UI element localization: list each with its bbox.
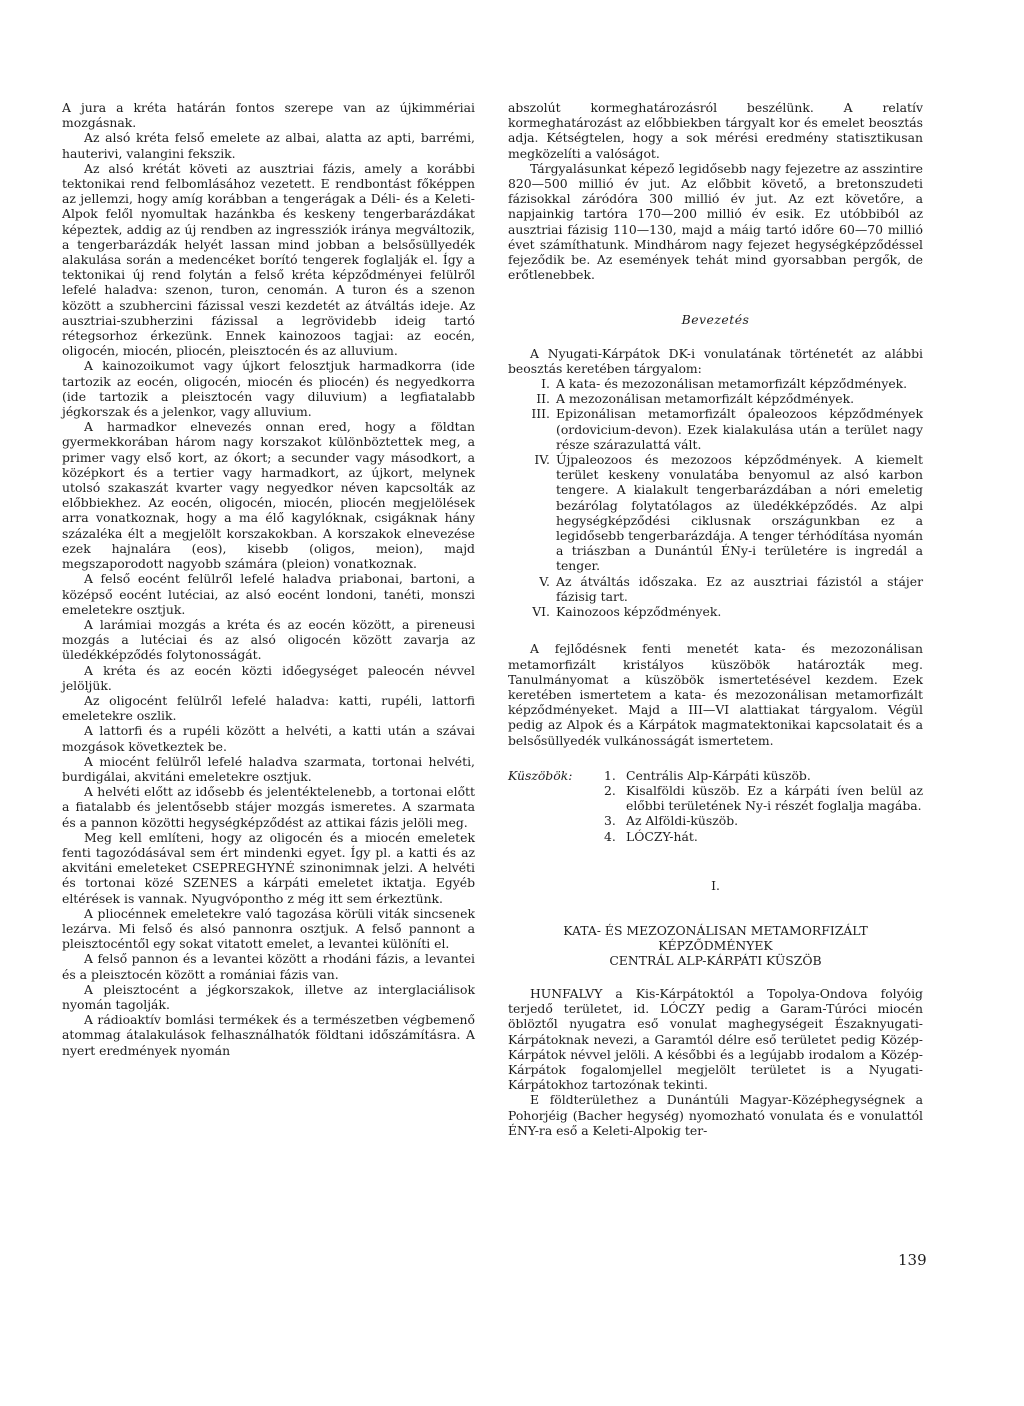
- paragraph: HUNFALVY a Kis-Kárpátoktól a Topolya-Ondova folyóig terjedő területet, id. LÓCZY pedig a Garam-Túróci miocén öblöztől nyugatra eső vonulat maghegységeit Északnyugati-Kárpátoknak nevezi, a Garamtól délre eső területet pedig Közép-Kárpátok névvel jelöli. A későbbi és a legújabb irodalom a Közép-Kárpátok fogalomjellel megjelölt területet is a Nyugati-Kárpátokhoz tartozónak tekinti.: [508, 985, 923, 1093]
- paragraph: A larámiai mozgás a kréta és az eocén között, a pireneusi mozgás a lutéciai és az alsó oligocén között zavarja az üledékképződés folytonosságát.: [62, 616, 475, 663]
- outline-list: [508, 376, 923, 619]
- outline-text: Kainozoos képződmények.: [556, 604, 722, 620]
- threshold-number: 1.: [604, 767, 616, 783]
- outline-number: VI.: [532, 604, 550, 620]
- paragraph: Az alsó krétát követi az ausztriai fázis, amely a korábbi tektonikai rend felbomlásához vezetett. E rendbontást főképpen az jellemzi, hogy amíg korábban a tengerágak a Déli- és a Keleti-Alpok felől nyomultak hazánkba és keskeny tengerbarázdákat képeztek, addig az új rendben az ingressziók iránya megváltozik, a tengerbarázdák helyét lassan mind jobban a belsősüllyedék alakulása során a medencéket borító tengerek foglalják el. Így a tektonikai új rend folytán a felső kréta képződményei felülről lefelé haladva: szenon, turon, cenomán. A turon és a szenon között a szubhercini fázissal veszi kezdetét az átváltás ideje. Az ausztriai-szubherzini fázissal a legrövidebb ideig tartó rétegsorhoz érkezünk. Ennek kainozoos tagjai: az eocén, oligocén, miocén, pliocén, pleisztocén és az alluvium.: [62, 160, 475, 359]
- outline-text: Epizonálisan metamorfizált ópaleozoos képződmények (ordovicium-devon). Ezek kialakulása után a terület nagy része szárazulattá vált.: [556, 406, 923, 452]
- outline-item: [508, 452, 923, 574]
- outline-item: [508, 574, 923, 604]
- thresholds-list: [604, 768, 923, 844]
- paragraph: Meg kell említeni, hogy az oligocén és a miocén emeletek fenti tagozódásával sem ért mindenki egyet. Így pl. a katti és az akvitáni emeleteket CSEPREGHYNÉ szinonimnak jelzi. A helvéti és tortonai közé SZENES a kárpáti emeletet iktatja. Egyéb eltérések is vannak. Nyugvópontho z még itt sem érkeztünk.: [62, 829, 475, 906]
- outline-number: III.: [531, 406, 550, 422]
- threshold-text: Kisalföldi küszöb. Ez a kárpáti íven belül az előbbi területének Ny-i részét foglalja magába.: [626, 782, 923, 814]
- threshold-item: [604, 813, 923, 828]
- right-column: [508, 100, 923, 1138]
- paragraph: A kainozoikumot vagy újkort felosztjuk harmadkorra (ide tartozik az eocén, oligocén, miocén és pliocén) és negyedkorra (ide tartozik a pleisztocén vagy diluvium) a legfiatalabb jégkorszak és a jelenkor, vagy alluvium.: [62, 358, 475, 420]
- paragraph: A Nyugati-Kárpátok DK-i vonulatának történetét az alábbi beosztás keretében tárgyalom:: [508, 345, 923, 376]
- threshold-text: Az Alföldi-küszöb.: [626, 813, 739, 829]
- thresholds-label: Küszöbök:: [508, 767, 573, 783]
- threshold-number: 4.: [604, 828, 616, 844]
- paragraph: A kréta és az eocén közti időegységet paleocén névvel jelöljük.: [62, 662, 475, 693]
- outline-text: Újpaleozoos és mezozoos képződmények. A kiemelt terület keskeny vonulatába benyomul az alsó karbon tengere. A kialakult tengerbarázdában a nóri emeletig bezárólag folytatólagos az üledékképződés. Az alpi hegységképződési ciklusnak országunkban ez a legidősebb tengerbarázdája. A tenger térhódítása nyomán a triászban a Dunántúl ÉNy-i területére is ingredál a tenger.: [556, 452, 923, 574]
- paragraph: Az alsó kréta felső emelete az albai, alatta az apti, barrémi, hauterivi, valangini fekszik.: [62, 130, 475, 161]
- paragraph: Tárgyalásunkat képező legidősebb nagy fejezetre az asszintire 820—500 millió év jut. Az előbbit követő, a bretonszudeti fázisokkal záródóra 300 millió év jut. Az ezt követőre, a napjainkig tartóra 170—200 millió év esik. Ez utóbbiból az ausztriai fázisig 110—130, majd a máig tartó időre 60—70 millió évet számíthatunk. Mindhárom nagy fejezet hegységképződéssel fejeződik be. Az események tehát mind gyorsabban pergők, de erőtlenebbek.: [508, 160, 923, 283]
- threshold-item: [604, 768, 923, 783]
- threshold-item: [604, 829, 923, 844]
- threshold-number: 2.: [604, 782, 616, 798]
- paragraph: A fejlődésnek fenti menetét kata- és mezozonálisan metamorfizált kristályos küszöbök határozták meg. Tanulmányomat a küszöbök ismertetésével kezdem. Ezek keretében ismertetem a kata- és mezozonálisan metamorfizált képződményeket. Majd a III—VI alattiakat tárgyalom. Végül pedig az Alpok és a Kárpátok magmatektonikai kapcsolatait és a belsősüllyedék vulkánosságát ismertetem.: [508, 641, 923, 748]
- paragraph: A felső pannon és a levantei között a rhodáni fázis, a levantei és a pleisztocén között a romániai fázis van.: [62, 951, 475, 982]
- paragraph: A felső eocént felülről lefelé haladva priabonai, bartoni, a középső eocént lutéciai, az alsó eocént londoni, tanéti, monszi emeletekre osztjuk.: [62, 571, 475, 617]
- chapter-title-line: KÉPZŐDMÉNYEK: [658, 937, 773, 953]
- threshold-number: 3.: [604, 813, 616, 829]
- threshold-text: Centrális Alp-Kárpáti küszöb.: [626, 767, 811, 783]
- paragraph: A harmadkor elnevezés onnan ered, hogy a földtan gyermekkorában három nagy korszakot különböztettek meg, a primer vagy első kort, az ókort; a secunder vagy másodkort, a középkort és a tertier vagy harmadkort, az újkort, melynek utolsó szakaszát kvarter vagy negyedkor néven kapcsolták az előbbiekhez. Az eocén, oligocén, miocén, pliocén megjelölések arra vonatkoznak, hogy a ma élő kagylóknak, csigáknak hány százaléka élt a megjelölt korszakokban. A korszakok elnevezése ezek hajnalára (eos), kisebb (oligos, meion), majd megszaporodott nagyobb számára (pleion) vonatkoznak.: [62, 419, 475, 572]
- outline-item: [508, 604, 923, 619]
- paragraph: A jura a kréta határán fontos szerepe van az újkimmériai mozgásnak.: [62, 100, 475, 131]
- chapter-title-line: KATA- ÉS MEZOZONÁLISAN METAMORFIZÁLT: [563, 922, 868, 938]
- chapter-number: I.: [711, 877, 720, 893]
- paragraph: A rádioaktív bomlási termékek és a természetben végbemenő atommag átalakulások felhasználhatók földtani időszámításra. A nyert eredmények nyomán: [62, 1012, 475, 1058]
- outline-text: A kata- és mezozonálisan metamorfizált képződmények.: [556, 376, 908, 392]
- outline-number: IV.: [534, 452, 550, 468]
- paragraph: E földterülethez a Dunántúli Magyar-Középhegységnek a Pohorjéig (Bacher hegység) nyomozható vonulata és e vonulattól ÉNY-ra eső a Keleti-Alpokig ter-: [508, 1092, 923, 1138]
- outline-item: [508, 391, 923, 406]
- page-number: 139: [898, 1251, 927, 1269]
- paragraph: A miocént felülről lefelé haladva szarmata, tortonai helvéti, burdigálai, akvitáni emeletekre osztjuk.: [62, 753, 475, 784]
- outline-text: A mezozonálisan metamorfizált képződmények.: [556, 391, 855, 407]
- outline-number: I.: [541, 376, 550, 392]
- spacer: [508, 619, 923, 641]
- outline-item: [508, 406, 923, 452]
- thresholds-block: [508, 768, 923, 844]
- threshold-item: [604, 783, 923, 813]
- outline-item: [508, 376, 923, 391]
- paragraph: Az oligocént felülről lefelé haladva: katti, rupéli, lattorfi emeletekre oszlik.: [62, 692, 475, 724]
- outline-number: II.: [536, 391, 550, 407]
- paragraph: abszolút kormeghatározásról beszélünk. A relatív kormeghatározást az előbbiekben tárgyalt kor és emelet beosztás adja. Kétségtelen, hogy a sok mérési eredmény statisztikusan megközelíti a valóságot.: [508, 100, 923, 161]
- left-column: [62, 100, 475, 1058]
- outline-number: V.: [539, 573, 550, 589]
- chapter-title: [528, 923, 903, 968]
- outline-text: Az átváltás időszaka. Ez az ausztriai fázistól a stájer fázisig tart.: [556, 573, 923, 604]
- paragraph: A helvéti előtt az idősebb és jelentéktelenebb, a tortonai előtt a fiatalabb és jelentősebb stájer mozgás ismeretes. A szarmata és a pannon közötti hegységképződést az attikai fázis jelöli meg.: [62, 784, 475, 830]
- threshold-text: LÓCZY-hát.: [626, 828, 698, 844]
- paragraph: A lattorfi és a rupéli között a helvéti, a katti után a szávai mozgások következtek be.: [62, 723, 475, 754]
- paragraph: A pleisztocént a jégkorszakok, illetve az interglaciálisok nyomán tagolják.: [62, 981, 475, 1012]
- section-title: Bevezetés: [681, 312, 750, 328]
- paragraph: A pliocénnek emeletekre való tagozása körüli viták sincsenek lezárva. Mi felső és alsó pannonra osztjuk. A felső pannont a pleisztocéntől egy sokat vitatott emelet, a levantei különíti el.: [62, 905, 475, 952]
- chapter-title-line: CENTRÁL ALP-KÁRPÁTI KÜSZÖB: [609, 952, 822, 968]
